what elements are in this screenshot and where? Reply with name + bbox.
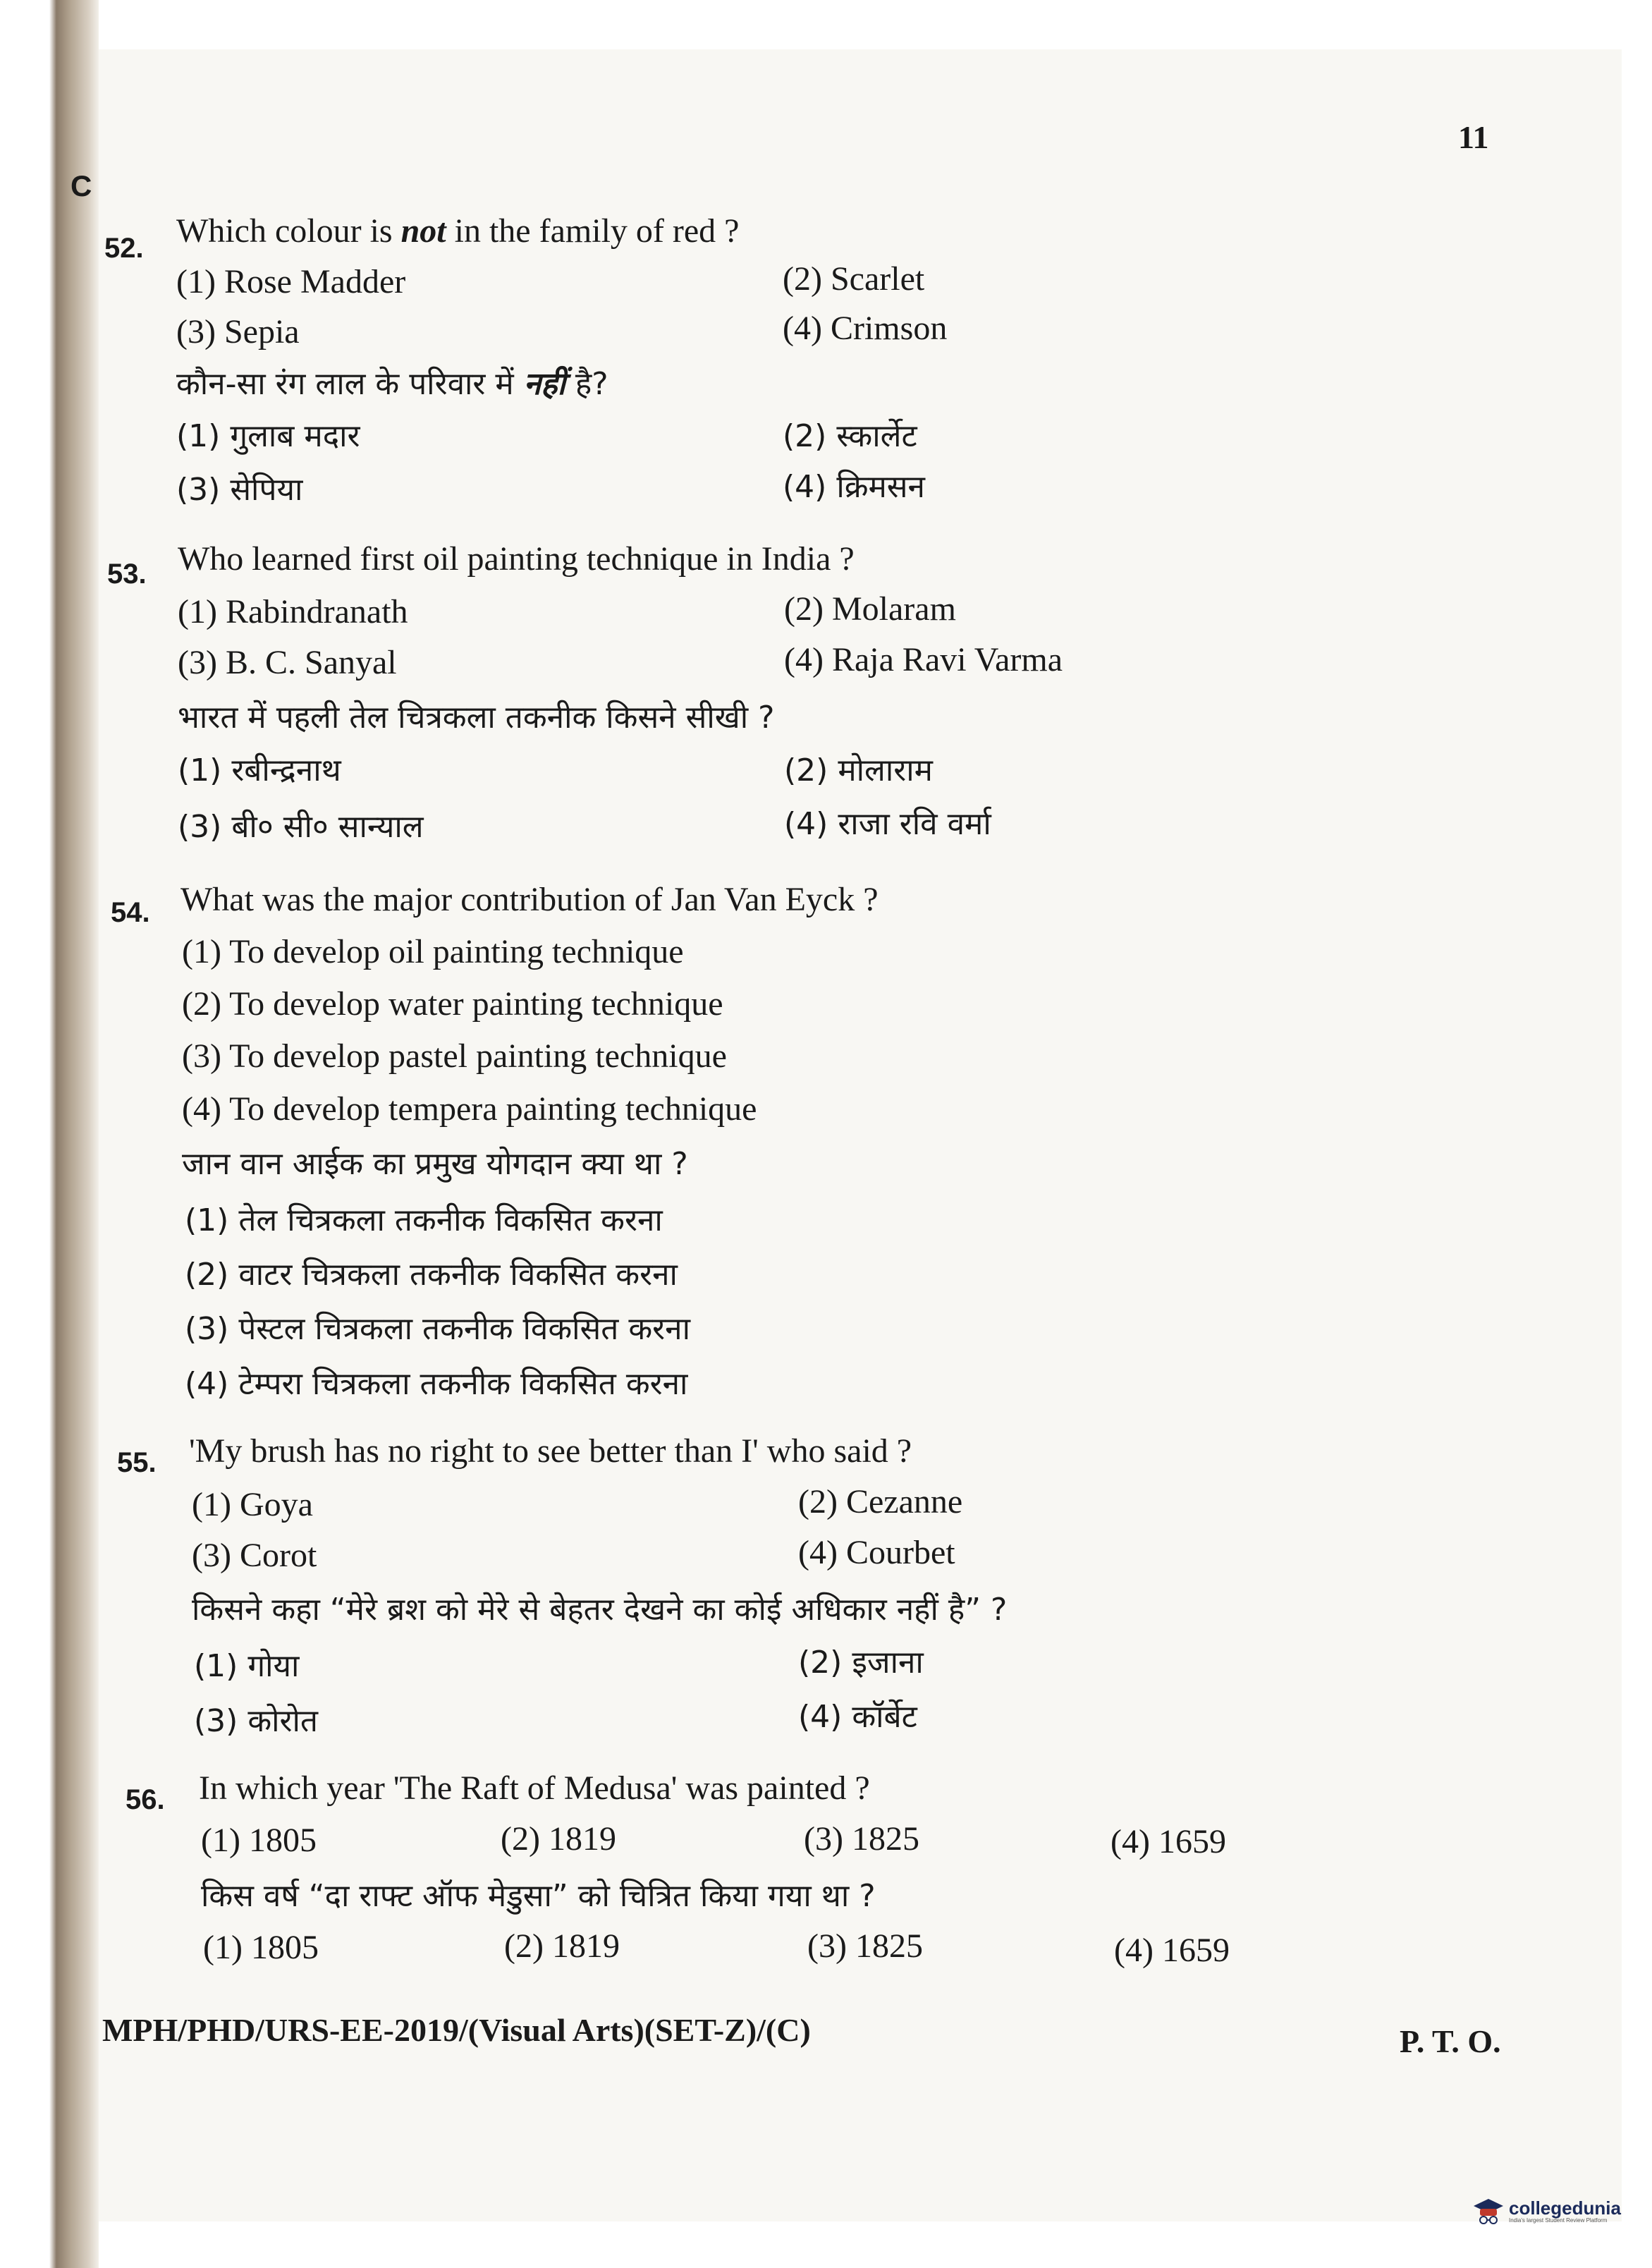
graduation-cap-icon	[1472, 2195, 1505, 2227]
option-en: (3) To develop pastel painting technique	[182, 1037, 727, 1075]
option-hi: (2) स्कार्लेट	[783, 418, 917, 454]
option-en: (4) Courbet	[798, 1534, 955, 1571]
option-en: (3) Corot	[192, 1537, 317, 1574]
option-hi: (2) वाटर चित्रकला तकनीक विकसित करना	[185, 1257, 678, 1293]
question-number: 53.	[107, 559, 147, 590]
question-number: 55.	[117, 1447, 157, 1478]
question-text-en: Who learned first oil painting technique in India ?	[178, 540, 855, 578]
option-en: (1) 1805	[201, 1822, 317, 1859]
please-turn-over: P. T. O.	[1400, 2023, 1501, 2059]
option-en: (4) Crimson	[783, 310, 948, 347]
question-text-hi: किस वर्ष “दा राफ्ट ऑफ मेडुसा” को चित्रित किया गया था ?	[201, 1878, 876, 1914]
option-en: (2) Scarlet	[783, 260, 925, 298]
option-hi: (3) बी० सी० सान्याल	[178, 809, 424, 845]
option-en: (4) Raja Ravi Varma	[784, 641, 1063, 678]
option-hi: (3) 1825	[807, 1927, 923, 1965]
option-hi: (3) सेपिया	[176, 472, 303, 508]
question-number: 56.	[126, 1784, 165, 1815]
option-hi: (4) कॉर्बेट	[798, 1699, 917, 1735]
option-en: (3) Sepia	[176, 313, 300, 350]
option-hi: (1) तेल चित्रकला तकनीक विकसित करना	[185, 1202, 663, 1238]
option-en: (2) Molaram	[784, 590, 956, 628]
question-text-en: Which colour is not in the family of red ?	[176, 212, 740, 250]
question-text-en: In which year 'The Raft of Medusa' was painted ?	[199, 1769, 870, 1807]
option-hi: (4) क्रिमसन	[783, 469, 925, 505]
option-en: (1) Goya	[192, 1486, 313, 1523]
option-en: (4) To develop tempera painting technique	[182, 1090, 757, 1128]
option-en: (2) 1819	[501, 1820, 616, 1858]
page-number: 11	[1458, 119, 1489, 155]
watermark-tagline: India's largest Student Review Platform	[1509, 2217, 1608, 2224]
option-en: (2) To develop water painting technique	[182, 985, 723, 1023]
page-binding-edge	[0, 0, 99, 2268]
option-hi: (1) गुलाब मदार	[176, 418, 360, 454]
question-text-hi: जान वान आईक का प्रमुख योगदान क्या था ?	[182, 1146, 688, 1182]
option-en: (1) Rabindranath	[178, 593, 408, 630]
option-hi: (4) राजा रवि वर्मा	[784, 806, 991, 842]
watermark-name: collegedunia	[1509, 2197, 1621, 2219]
option-en: (4) 1659	[1110, 1823, 1226, 1860]
option-hi: (2) मोलाराम	[784, 752, 933, 788]
option-hi: (1) रबीन्द्रनाथ	[178, 752, 341, 788]
option-en: (3) B. C. Sanyal	[178, 644, 397, 681]
option-hi: (3) कोरोत	[194, 1703, 318, 1739]
question-text-hi: कौन-सा रंग लाल के परिवार में नहीं है?	[176, 366, 608, 402]
question-number: 52.	[104, 233, 144, 264]
question-text-hi: किसने कहा “मेरे ब्रश को मेरे से बेहतर देखने का कोई अधिकार नहीं है” ?	[192, 1592, 1008, 1628]
option-en: (1) Rose Madder	[176, 263, 406, 300]
question-text-en: 'My brush has no right to see better than I' who said ?	[189, 1432, 912, 1470]
question-number: 54.	[111, 897, 150, 928]
question-text-en: What was the major contribution of Jan Van Eyck ?	[181, 881, 879, 918]
option-hi: (4) 1659	[1114, 1932, 1230, 1969]
option-hi: (3) पेस्टल चित्रकला तकनीक विकसित करना	[185, 1311, 690, 1347]
option-en: (2) Cezanne	[798, 1483, 963, 1520]
option-hi: (1) 1805	[203, 1929, 319, 1966]
option-hi: (2) इजाना	[798, 1645, 924, 1681]
question-text-hi: भारत में पहली तेल चित्रकला तकनीक किसने सीखी ?	[178, 700, 775, 736]
paper-code: MPH/PHD/URS-EE-2019/(Visual Arts)(SET-Z)/(C)	[102, 2012, 811, 2048]
option-hi: (2) 1819	[504, 1927, 620, 1965]
option-en: (1) To develop oil painting technique	[182, 933, 684, 970]
option-hi: (4) टेम्परा चित्रकला तकनीक विकसित करना	[185, 1366, 688, 1402]
option-hi: (1) गोया	[194, 1648, 300, 1684]
option-en: (3) 1825	[804, 1820, 919, 1858]
collegedunia-watermark	[1472, 2195, 1621, 2227]
set-marker: C	[71, 169, 92, 202]
